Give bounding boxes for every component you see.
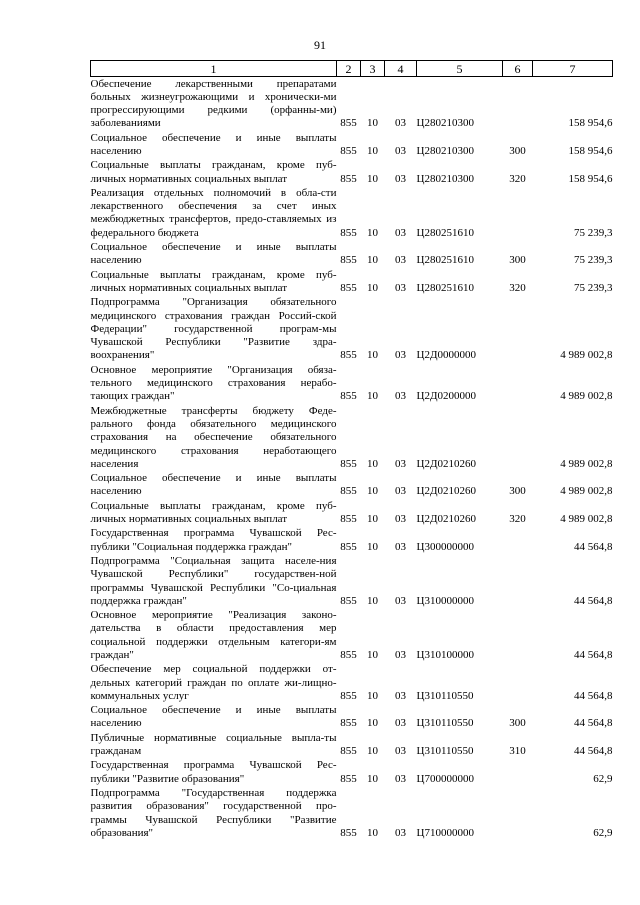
- table-row: [91, 77, 613, 131]
- column-header-2: 2: [337, 61, 361, 77]
- row-description: [91, 404, 337, 472]
- row-target-article: [417, 404, 503, 472]
- row-amount: [533, 608, 613, 662]
- row-amount: [533, 363, 613, 404]
- row-section-code: [361, 268, 385, 296]
- row-target-article: [417, 526, 503, 554]
- row-section-code-text: 10: [367, 172, 378, 185]
- row-subsection-code: [385, 786, 417, 840]
- row-expense-type-text: 310: [509, 745, 526, 758]
- row-description-text: Обеспечение лекарственными препаратами больных жизнеугрожающими и хронически-ми прогрессирующими редкими (орфанны-ми) заболеваниями: [90, 77, 337, 130]
- table-row: [91, 731, 613, 759]
- row-amount-text: 75 239,3: [574, 254, 613, 267]
- row-description: [91, 703, 337, 731]
- column-header-3: 3: [361, 61, 385, 77]
- row-description-text: Публичные нормативные социальные выпла-ты гражданам: [90, 731, 337, 758]
- row-target-article: [417, 131, 503, 159]
- row-target-article: [417, 158, 503, 186]
- row-subsection-code: [385, 295, 417, 363]
- row-description: [91, 608, 337, 662]
- row-section-code-text: 10: [367, 649, 378, 661]
- row-section-code-text: 10: [367, 594, 378, 607]
- table-row: [91, 703, 613, 731]
- table-row: [91, 758, 613, 786]
- row-section-code-text: 10: [367, 540, 378, 553]
- row-ministry-code-text: 855: [340, 772, 357, 785]
- row-amount: [533, 731, 613, 759]
- row-amount: [533, 662, 613, 703]
- column-header-7: 7: [533, 61, 613, 77]
- row-amount: [533, 268, 613, 296]
- table-body: [91, 77, 613, 841]
- row-section-code: [361, 77, 385, 131]
- row-amount: [533, 554, 613, 608]
- row-amount-text: 75 239,3: [574, 226, 613, 239]
- row-ministry-code: [337, 703, 361, 731]
- row-section-code: [361, 404, 385, 472]
- row-subsection-code: [385, 404, 417, 472]
- row-subsection-code-text: 03: [395, 717, 406, 730]
- row-target-article-text: Ц2Д0210260: [416, 485, 476, 498]
- row-ministry-code-text: 855: [340, 689, 357, 702]
- row-subsection-code-text: 03: [395, 172, 406, 185]
- row-expense-type: [503, 554, 533, 608]
- row-section-code: [361, 158, 385, 186]
- row-target-article: [417, 499, 503, 527]
- row-ministry-code-text: 855: [340, 717, 357, 730]
- row-expense-type: [503, 363, 533, 404]
- row-target-article-text: Ц310110550: [416, 745, 474, 758]
- row-expense-type: [503, 240, 533, 268]
- budget-table: [90, 60, 613, 840]
- row-subsection-code-text: 03: [395, 689, 406, 702]
- row-subsection-code: [385, 758, 417, 786]
- column-header-5: 5: [417, 61, 503, 77]
- row-ministry-code: [337, 662, 361, 703]
- row-amount-text: 158 954,6: [568, 144, 613, 157]
- row-amount: [533, 758, 613, 786]
- row-amount-text: 4 989 002,8: [560, 513, 613, 526]
- row-description: [91, 471, 337, 499]
- row-target-article-text: Ц2Д0210260: [416, 457, 476, 470]
- row-ministry-code-text: 855: [340, 826, 357, 839]
- row-section-code-text: 10: [367, 226, 378, 239]
- row-amount: [533, 471, 613, 499]
- row-target-article: [417, 758, 503, 786]
- row-description: [91, 186, 337, 240]
- column-header-6: 6: [503, 61, 533, 77]
- row-target-article: [417, 786, 503, 840]
- table-row: [91, 608, 613, 662]
- row-section-code: [361, 471, 385, 499]
- row-subsection-code: [385, 363, 417, 404]
- row-description: [91, 240, 337, 268]
- row-description: [91, 786, 337, 840]
- row-target-article-text: Ц310000000: [416, 594, 474, 607]
- row-section-code-text: 10: [367, 281, 378, 294]
- row-ministry-code: [337, 526, 361, 554]
- row-amount: [533, 77, 613, 131]
- row-section-code: [361, 526, 385, 554]
- row-target-article-text: Ц280251610: [416, 281, 474, 294]
- table-row: [91, 499, 613, 527]
- row-target-article: [417, 703, 503, 731]
- row-target-article-text: Ц2Д0200000: [416, 390, 476, 403]
- row-subsection-code-text: 03: [395, 226, 406, 239]
- row-ministry-code: [337, 268, 361, 296]
- row-section-code-text: 10: [367, 485, 378, 498]
- row-subsection-code: [385, 662, 417, 703]
- table-row: [91, 786, 613, 840]
- row-section-code-text: 10: [367, 349, 378, 362]
- row-subsection-code-text: 03: [395, 281, 406, 294]
- row-target-article-text: Ц280251610: [416, 254, 474, 267]
- table-row: [91, 295, 613, 363]
- row-section-code-text: 10: [367, 689, 378, 702]
- row-ministry-code: [337, 295, 361, 363]
- row-amount-text: 4 989 002,8: [560, 349, 613, 362]
- row-target-article-text: Ц2Д0000000: [416, 349, 476, 362]
- row-description: [91, 499, 337, 527]
- row-description-text: Социальное обеспечение и иные выплаты населению: [90, 241, 337, 267]
- row-amount: [533, 786, 613, 840]
- row-description-text: Социальные выплаты гражданам, кроме пуб-личных нормативных социальных выплат: [90, 268, 337, 294]
- row-amount-text: 62,9: [593, 772, 613, 785]
- row-subsection-code-text: 03: [395, 144, 406, 157]
- row-ministry-code: [337, 158, 361, 186]
- row-section-code: [361, 731, 385, 759]
- row-subsection-code-text: 03: [395, 649, 406, 661]
- row-amount: [533, 499, 613, 527]
- row-subsection-code: [385, 131, 417, 159]
- row-target-article: [417, 268, 503, 296]
- row-section-code: [361, 363, 385, 404]
- row-target-article-text: Ц280210300: [416, 144, 474, 157]
- row-expense-type: [503, 731, 533, 759]
- row-subsection-code: [385, 554, 417, 608]
- row-ministry-code-text: 855: [340, 349, 357, 362]
- table-row: [91, 404, 613, 472]
- row-section-code-text: 10: [367, 254, 378, 267]
- row-ministry-code: [337, 404, 361, 472]
- row-target-article-text: Ц310110550: [416, 689, 474, 702]
- row-amount-text: 62,9: [593, 826, 613, 839]
- row-ministry-code-text: 855: [340, 540, 357, 553]
- row-amount-text: 44 564,8: [574, 745, 613, 758]
- row-section-code: [361, 758, 385, 786]
- row-ministry-code: [337, 131, 361, 159]
- row-ministry-code-text: 855: [340, 745, 357, 758]
- row-expense-type: [503, 526, 533, 554]
- row-amount-text: 4 989 002,8: [560, 390, 613, 403]
- row-section-code-text: 10: [367, 513, 378, 526]
- row-description: [91, 758, 337, 786]
- row-ministry-code-text: 855: [340, 254, 357, 267]
- row-expense-type: [503, 404, 533, 472]
- row-description-text: Подпрограмма "Социальная защита населе-ния Чувашской Республики" государствен-ной программы Чувашской Республики "Со-циальная поддержка граждан": [90, 554, 337, 607]
- row-expense-type-text: 320: [509, 513, 526, 526]
- row-subsection-code-text: 03: [395, 540, 406, 553]
- table-row: [91, 240, 613, 268]
- row-description-text: Подпрограмма "Организация обязательного медицинского страхования граждан Россий-ской Федерации" государственной програм-мы Чувашской Республики "Развитие здра-воохранения": [90, 296, 337, 362]
- row-target-article: [417, 186, 503, 240]
- row-expense-type-text: 300: [509, 485, 526, 498]
- row-section-code-text: 10: [367, 772, 378, 785]
- row-section-code: [361, 786, 385, 840]
- row-section-code-text: 10: [367, 390, 378, 403]
- row-description-text: Социальные выплаты гражданам, кроме пуб-личных нормативных социальных выплат: [90, 159, 337, 185]
- table-row: [91, 268, 613, 296]
- row-amount: [533, 158, 613, 186]
- row-amount-text: 4 989 002,8: [560, 485, 613, 498]
- row-expense-type-text: 300: [509, 144, 526, 157]
- row-description-text: Межбюджетные трансферты бюджету Феде-рального фонда обязательного медицинского страхования на обеспечение обязательного медицинского страхования неработающего населения: [90, 404, 337, 470]
- row-target-article-text: Ц310100000: [416, 649, 474, 661]
- row-description: [91, 731, 337, 759]
- row-description: [91, 295, 337, 363]
- table-row: [91, 131, 613, 159]
- row-expense-type: [503, 77, 533, 131]
- table-row: [91, 186, 613, 240]
- row-target-article: [417, 240, 503, 268]
- row-ministry-code-text: 855: [340, 457, 357, 470]
- row-expense-type: [503, 186, 533, 240]
- row-amount: [533, 186, 613, 240]
- row-section-code-text: 10: [367, 745, 378, 758]
- row-section-code-text: 10: [367, 144, 378, 157]
- row-section-code: [361, 608, 385, 662]
- row-ministry-code-text: 855: [340, 172, 357, 185]
- row-section-code: [361, 662, 385, 703]
- row-expense-type-text: 320: [509, 172, 526, 185]
- row-amount: [533, 131, 613, 159]
- row-expense-type-text: 300: [509, 717, 526, 730]
- row-ministry-code: [337, 608, 361, 662]
- row-target-article: [417, 554, 503, 608]
- row-description-text: Социальные выплаты гражданам, кроме пуб-личных нормативных социальных выплат: [90, 499, 337, 526]
- row-section-code-text: 10: [367, 717, 378, 730]
- row-target-article-text: Ц300000000: [416, 540, 474, 553]
- row-subsection-code: [385, 471, 417, 499]
- row-section-code-text: 10: [367, 826, 378, 839]
- row-expense-type: [503, 662, 533, 703]
- row-subsection-code-text: 03: [395, 349, 406, 362]
- row-section-code-text: 10: [367, 117, 378, 130]
- row-target-article: [417, 662, 503, 703]
- row-subsection-code-text: 03: [395, 513, 406, 526]
- row-ministry-code: [337, 186, 361, 240]
- row-description-text: Обеспечение мер социальной поддержки от-дельных категорий граждан по оплате жи-лищно-коммунальных услуг: [90, 663, 337, 702]
- row-amount: [533, 526, 613, 554]
- row-description: [91, 662, 337, 703]
- row-subsection-code: [385, 731, 417, 759]
- row-ministry-code-text: 855: [340, 649, 357, 661]
- row-subsection-code: [385, 526, 417, 554]
- row-target-article-text: Ц280210300: [416, 172, 474, 185]
- page-number: 91: [314, 38, 326, 52]
- row-target-article: [417, 608, 503, 662]
- row-target-article-text: Ц2Д0210260: [416, 513, 476, 526]
- row-description-text: Основное мероприятие "Реализация законо-дательства в области предоставления мер социальной поддержки отдельным категори-ям граждан": [90, 609, 337, 661]
- row-amount: [533, 295, 613, 363]
- row-subsection-code-text: 03: [395, 254, 406, 267]
- row-amount: [533, 703, 613, 731]
- row-subsection-code: [385, 186, 417, 240]
- row-section-code: [361, 295, 385, 363]
- row-subsection-code: [385, 608, 417, 662]
- row-target-article: [417, 77, 503, 131]
- table-row: [91, 363, 613, 404]
- row-target-article: [417, 295, 503, 363]
- row-target-article-text: Ц280251610: [416, 226, 474, 239]
- row-subsection-code-text: 03: [395, 117, 406, 130]
- row-amount-text: 158 954,6: [568, 172, 613, 185]
- row-description-text: Социальное обеспечение и иные выплаты населению: [90, 704, 337, 730]
- row-expense-type: [503, 268, 533, 296]
- row-section-code: [361, 554, 385, 608]
- table-row: [91, 554, 613, 608]
- row-subsection-code: [385, 158, 417, 186]
- row-subsection-code-text: 03: [395, 485, 406, 498]
- row-description: [91, 131, 337, 159]
- row-ministry-code: [337, 554, 361, 608]
- row-amount-text: 44 564,8: [574, 717, 613, 730]
- row-amount-text: 44 564,8: [574, 540, 613, 553]
- row-description-text: Подпрограмма "Государственная поддержка развития образования" государственной про-граммы Чувашской Республики "Развитие образования": [90, 786, 337, 839]
- row-description-text: Основное мероприятие "Организация обяза-тельного медицинского страхования нерабо-тающих граждан": [90, 363, 337, 403]
- row-expense-type: [503, 703, 533, 731]
- row-description-text: Социальное обеспечение и иные выплаты населению: [90, 472, 337, 498]
- row-expense-type: [503, 786, 533, 840]
- row-expense-type: [503, 499, 533, 527]
- row-expense-type-text: 320: [509, 281, 526, 294]
- row-ministry-code: [337, 499, 361, 527]
- row-ministry-code-text: 855: [340, 226, 357, 239]
- row-ministry-code-text: 855: [340, 594, 357, 607]
- row-ministry-code: [337, 786, 361, 840]
- row-ministry-code: [337, 758, 361, 786]
- table-row: [91, 526, 613, 554]
- row-section-code: [361, 703, 385, 731]
- row-amount-text: 44 564,8: [574, 649, 613, 661]
- column-header-1: 1: [91, 61, 337, 77]
- row-expense-type-text: 300: [509, 254, 526, 267]
- row-description: [91, 268, 337, 296]
- row-description-text: Государственная программа Чувашской Рес-публики "Развитие образования": [90, 759, 337, 785]
- column-header-4: 4: [385, 61, 417, 77]
- row-amount: [533, 240, 613, 268]
- row-description-text: Реализация отдельных полномочий в обла-сти лекарственного обеспечения за счет иных межбюджетных трансфертов, предо-ставляемых из федерального бюджета: [90, 186, 337, 239]
- row-amount: [533, 404, 613, 472]
- table-row: [91, 471, 613, 499]
- table-row: [91, 158, 613, 186]
- row-subsection-code-text: 03: [395, 772, 406, 785]
- row-description: [91, 77, 337, 131]
- row-section-code: [361, 240, 385, 268]
- row-target-article-text: Ц700000000: [416, 772, 474, 785]
- row-ministry-code-text: 855: [340, 485, 357, 498]
- row-subsection-code-text: 03: [395, 390, 406, 403]
- row-subsection-code: [385, 268, 417, 296]
- row-ministry-code: [337, 240, 361, 268]
- row-ministry-code-text: 855: [340, 281, 357, 294]
- row-amount-text: 44 564,8: [574, 594, 613, 607]
- row-target-article: [417, 363, 503, 404]
- row-expense-type: [503, 158, 533, 186]
- row-subsection-code-text: 03: [395, 457, 406, 470]
- row-target-article: [417, 731, 503, 759]
- row-subsection-code: [385, 77, 417, 131]
- table-header-row: [91, 61, 613, 77]
- row-ministry-code-text: 855: [340, 117, 357, 130]
- row-section-code: [361, 499, 385, 527]
- row-ministry-code: [337, 77, 361, 131]
- row-subsection-code-text: 03: [395, 594, 406, 607]
- row-description-text: Социальное обеспечение и иные выплаты населению: [90, 131, 337, 157]
- row-description-text: Государственная программа Чувашской Рес-публики "Социальная поддержка граждан": [90, 527, 337, 553]
- row-ministry-code-text: 855: [340, 144, 357, 157]
- row-subsection-code: [385, 499, 417, 527]
- row-subsection-code: [385, 703, 417, 731]
- row-expense-type: [503, 131, 533, 159]
- row-expense-type: [503, 608, 533, 662]
- row-amount-text: 75 239,3: [574, 281, 613, 294]
- row-ministry-code-text: 855: [340, 513, 357, 526]
- row-expense-type: [503, 295, 533, 363]
- row-ministry-code: [337, 731, 361, 759]
- row-description: [91, 554, 337, 608]
- row-description: [91, 526, 337, 554]
- row-expense-type: [503, 758, 533, 786]
- row-amount-text: 44 564,8: [574, 689, 613, 702]
- row-target-article-text: Ц710000000: [416, 826, 474, 839]
- row-ministry-code-text: 855: [340, 390, 357, 403]
- row-subsection-code-text: 03: [395, 745, 406, 758]
- row-target-article: [417, 471, 503, 499]
- row-section-code-text: 10: [367, 457, 378, 470]
- row-target-article-text: Ц310110550: [416, 717, 474, 730]
- row-expense-type: [503, 471, 533, 499]
- row-description: [91, 363, 337, 404]
- row-amount-text: 4 989 002,8: [560, 457, 613, 470]
- row-section-code: [361, 131, 385, 159]
- row-subsection-code-text: 03: [395, 826, 406, 839]
- row-target-article-text: Ц280210300: [416, 117, 474, 130]
- row-ministry-code: [337, 363, 361, 404]
- row-amount-text: 158 954,6: [568, 117, 613, 130]
- row-subsection-code: [385, 240, 417, 268]
- table-row: [91, 662, 613, 703]
- row-description: [91, 158, 337, 186]
- row-section-code: [361, 186, 385, 240]
- row-ministry-code: [337, 471, 361, 499]
